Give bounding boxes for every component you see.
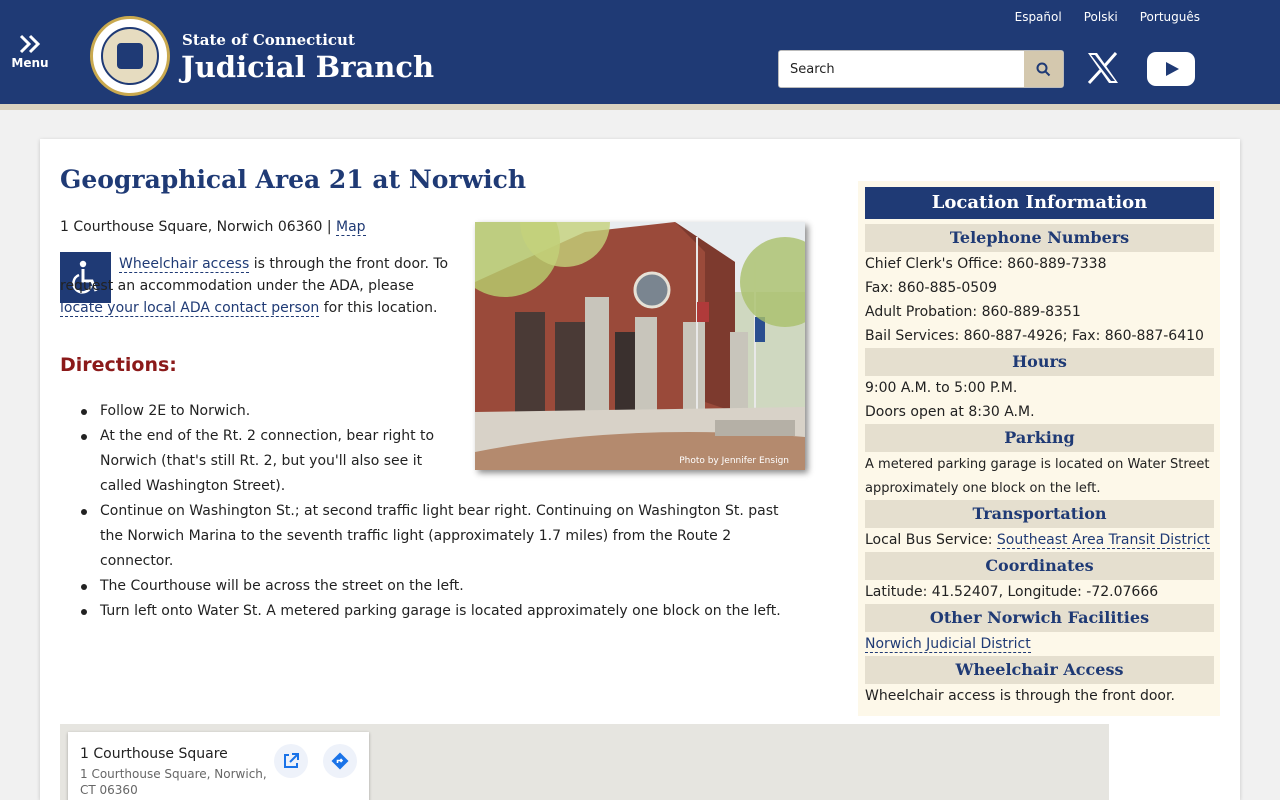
embedded-map[interactable] xyxy=(60,724,1109,800)
search-icon xyxy=(1036,62,1051,77)
menu-label: Menu xyxy=(11,56,49,70)
site-header xyxy=(0,0,1280,104)
youtube-icon[interactable] xyxy=(1147,52,1195,86)
external-link-icon xyxy=(282,752,300,770)
address-separator: | xyxy=(326,219,332,235)
phone-chief-clerk: Chief Clerk's Office: 860-889-7338 xyxy=(865,256,1107,272)
map-place-title: 1 Courthouse Square xyxy=(80,746,228,762)
transportation-heading: Transportation xyxy=(865,500,1214,528)
location-info-title: Location Information xyxy=(865,187,1214,219)
other-facilities-heading: Other Norwich Facilities xyxy=(865,604,1214,632)
doors-open-text: Doors open at 8:30 A.M. xyxy=(865,404,1035,420)
directions-button[interactable] xyxy=(323,744,357,778)
open-in-maps-button[interactable] xyxy=(274,744,308,778)
hours-heading: Hours xyxy=(865,348,1214,376)
parking-heading: Parking xyxy=(865,424,1214,452)
wheelchair-access-text: Wheelchair access is through the front door. xyxy=(865,688,1175,704)
coordinates-text: Latitude: 41.52407, Longitude: -72.07666 xyxy=(865,584,1159,600)
directions-icon xyxy=(331,752,349,770)
language-link-espanol[interactable]: Español xyxy=(1014,10,1062,24)
direction-step: Continue on Washington St.; at second traffic light bear right. Continuing on Washington St. past the Norwich Marina to the seventh traffic light (approximately 1.7 miles) from the Route 2 connector. xyxy=(100,499,800,574)
language-link-polski[interactable]: Polski xyxy=(1083,10,1118,24)
other-facilities-text xyxy=(865,636,1214,652)
hours-text: 9:00 A.M. to 5:00 P.M. xyxy=(865,380,1018,396)
x-twitter-icon[interactable] xyxy=(1086,51,1120,85)
phone-fax: Fax: 860-885-0509 xyxy=(865,280,997,296)
brand-state-name[interactable]: State of Connecticut xyxy=(182,31,355,49)
telephone-heading: Telephone Numbers xyxy=(865,224,1214,252)
photo-credit: Photo by Jennifer Ensign xyxy=(679,456,789,466)
coordinates-heading: Coordinates xyxy=(865,552,1214,580)
language-links xyxy=(1015,10,1200,24)
location-info-panel xyxy=(858,181,1220,716)
ada-contact-link[interactable]: locate your local ADA contact person xyxy=(60,300,320,316)
page-title: Geographical Area 21 at Norwich xyxy=(60,165,526,194)
phone-bail-services: Bail Services: 860-887-4926; Fax: 860-887-6410 xyxy=(865,328,1204,344)
bus-service-label: Local Bus Service: xyxy=(865,532,997,548)
wheelchair-access-link[interactable]: Wheelchair access xyxy=(119,256,250,272)
content-card xyxy=(40,139,1240,800)
search-box xyxy=(778,50,1064,88)
ada-notice xyxy=(60,253,460,319)
map-place-card xyxy=(68,732,369,800)
directions-list xyxy=(100,399,800,624)
ada-text-1: is through the front door. To request an accommodation under the ADA, please xyxy=(60,256,449,294)
header-stripe xyxy=(0,104,1280,110)
address-text: 1 Courthouse Square, Norwich 06360 xyxy=(60,219,323,235)
phone-adult-probation: Adult Probation: 860-889-8351 xyxy=(865,304,1081,320)
map-place-address: 1 Courthouse Square, Norwich, CT 06360 xyxy=(80,767,267,797)
ada-text-2: for this location. xyxy=(319,300,438,316)
language-link-portugues[interactable]: Português xyxy=(1139,10,1200,24)
transportation-text xyxy=(865,532,1214,548)
parking-text: A metered parking garage is located on Water Street approximately one block on the left. xyxy=(865,457,1210,496)
direction-step: Turn left onto Water St. A metered parking garage is located approximately one block on the left. xyxy=(100,599,800,624)
directions-heading: Directions: xyxy=(60,354,177,376)
menu-button[interactable] xyxy=(8,34,52,76)
wheelchair-access-heading: Wheelchair Access xyxy=(865,656,1214,684)
transit-district-link[interactable]: Southeast Area Transit District xyxy=(996,532,1210,548)
direction-step: At the end of the Rt. 2 connection, bear right to Norwich (that's still Rt. 2, but you'll also see it called Washington Street). xyxy=(100,424,460,499)
court-address xyxy=(60,219,366,235)
brand-branch-name[interactable]: Judicial Branch xyxy=(181,50,435,84)
direction-step: The Courthouse will be across the street on the left. xyxy=(100,574,800,599)
norwich-judicial-district-link[interactable]: Norwich Judicial District xyxy=(865,636,1031,652)
double-chevron-icon xyxy=(19,34,41,54)
search-button[interactable] xyxy=(1024,51,1063,87)
search-input[interactable] xyxy=(779,51,1025,87)
map-link[interactable]: Map xyxy=(336,219,366,235)
direction-step: Follow 2E to Norwich. xyxy=(100,399,800,424)
judicial-seal-logo[interactable] xyxy=(90,16,170,96)
